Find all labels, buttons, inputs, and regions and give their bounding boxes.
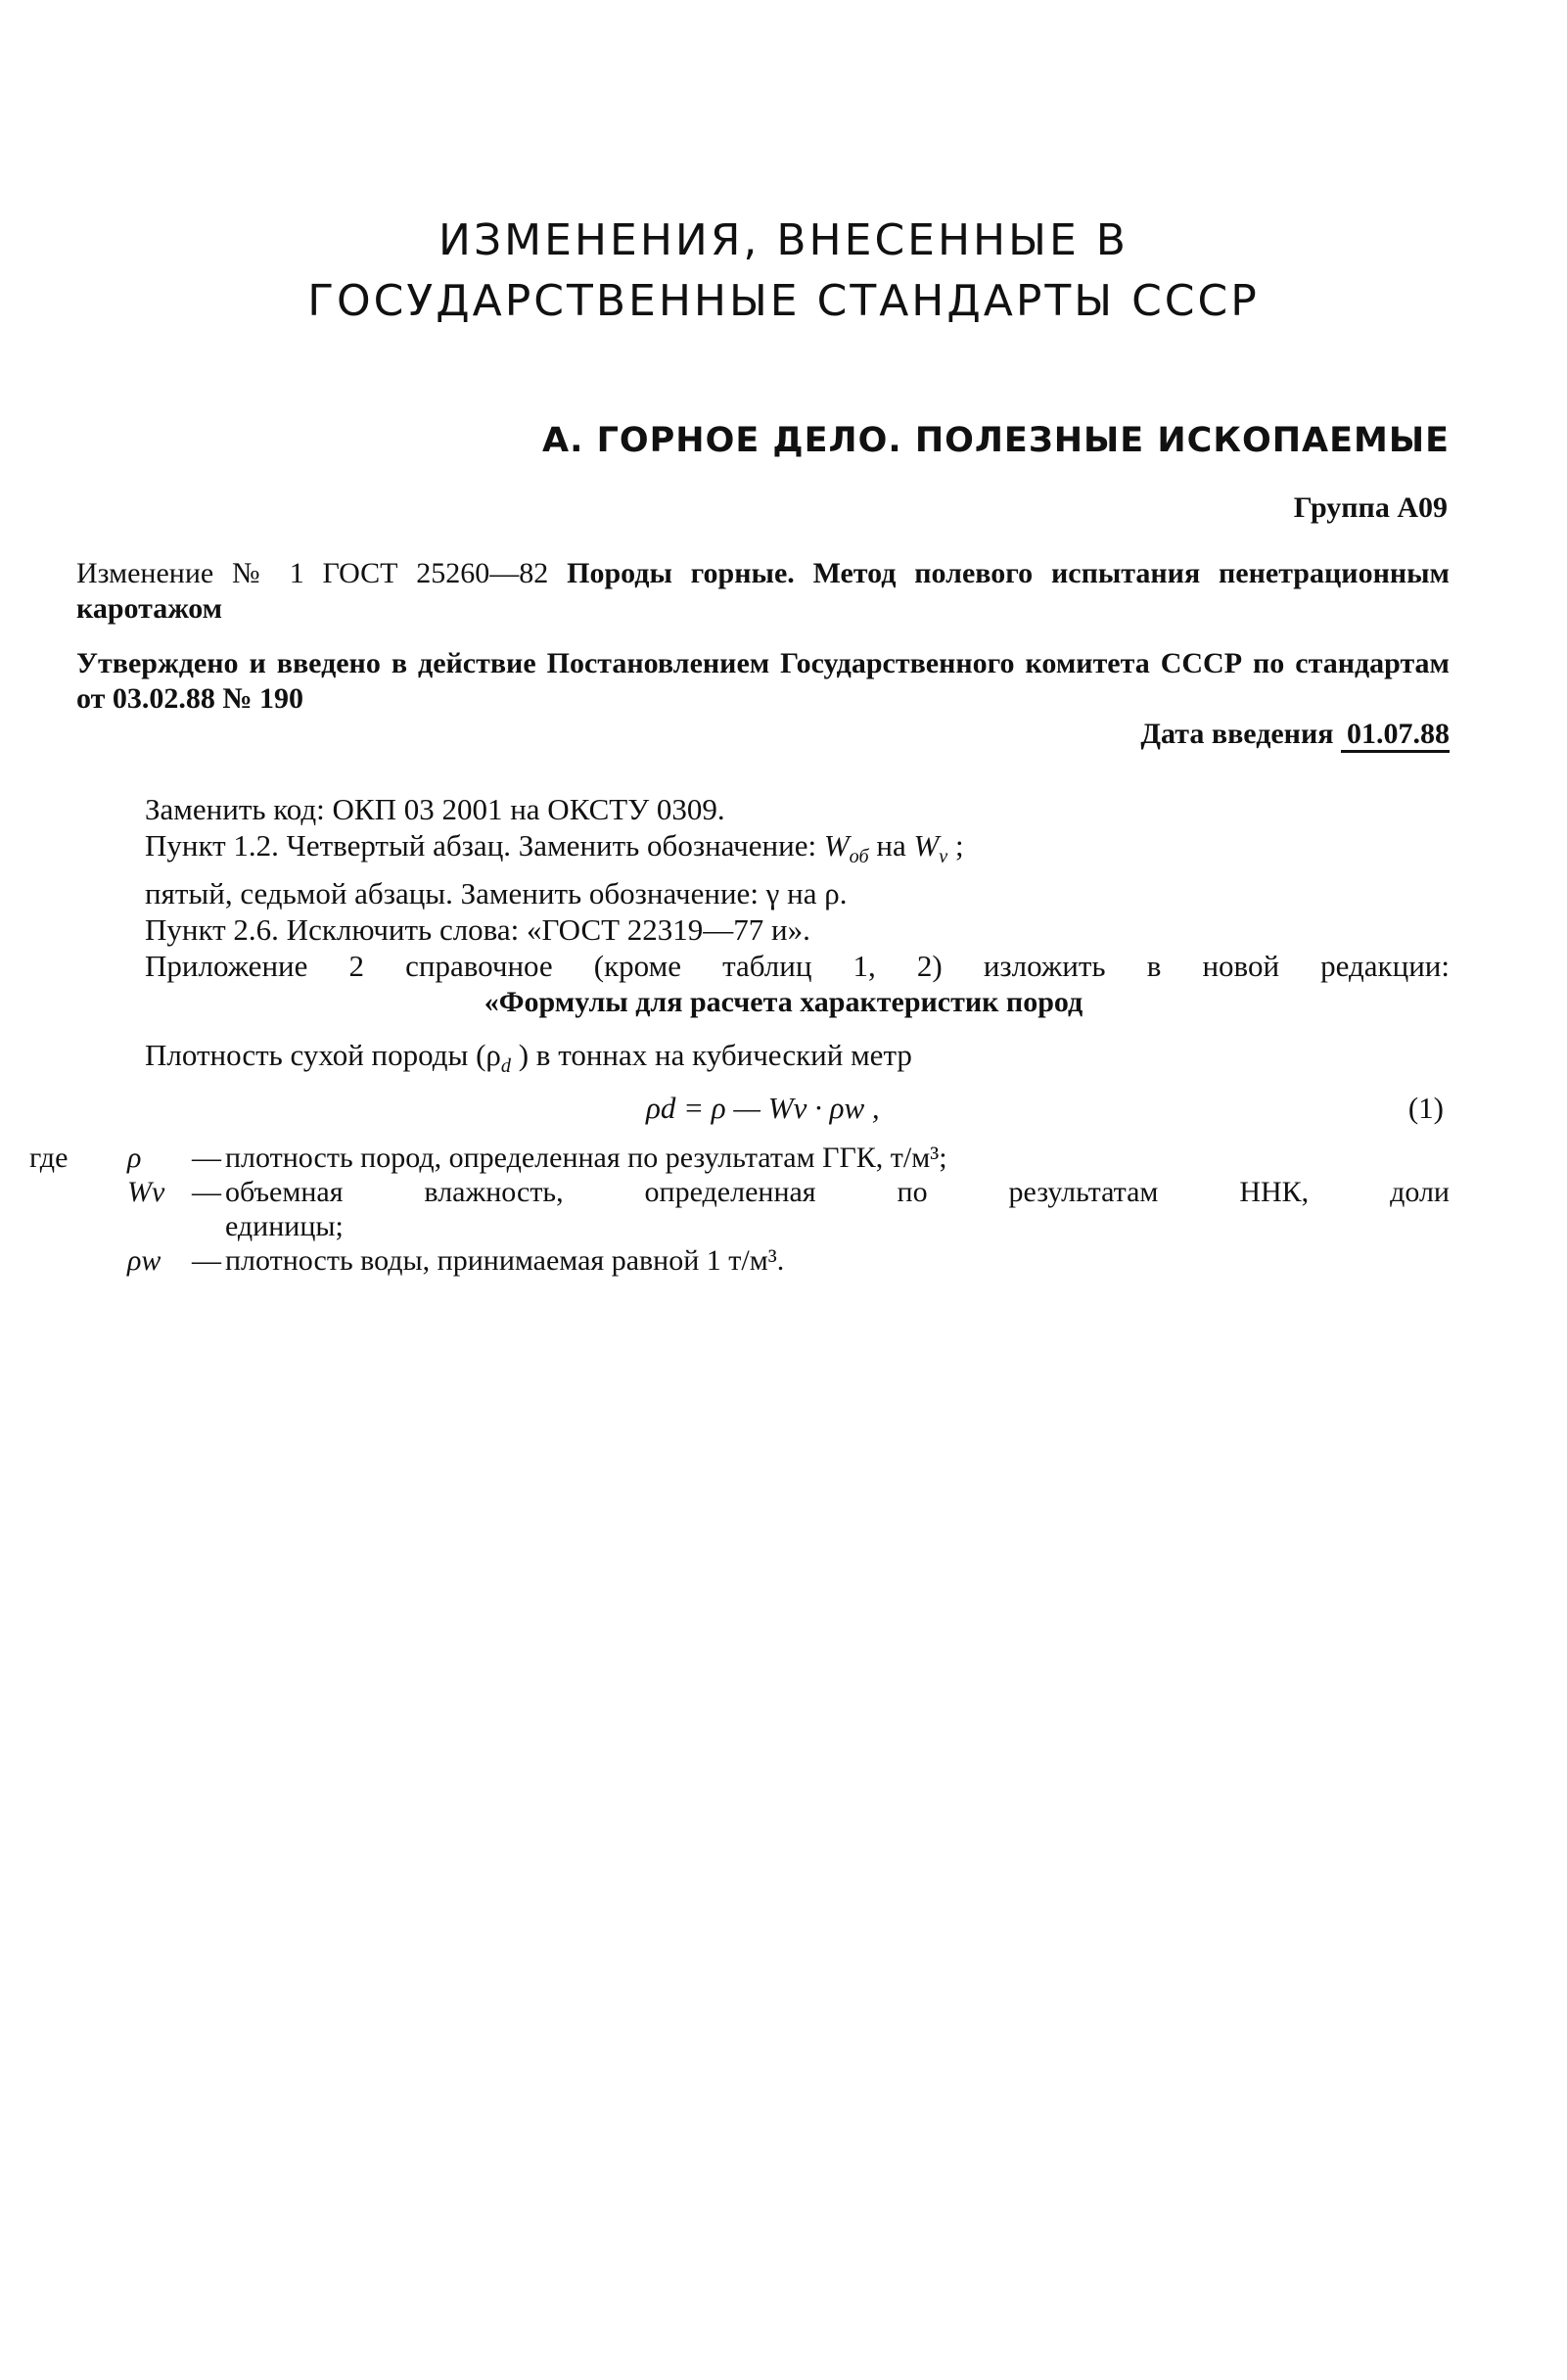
legend-where: где [29,1142,69,1174]
body-line: Пункт 1.2. Четвертый абзац. Заменить обозначение: $W_{об}$ на $W_v$ ; [145,828,964,868]
density-description: Плотность сухой породы ($\rho_d$ ) в тоннах на кубический метр [145,1038,912,1078]
title-line-2: ГОСУДАРСТВЕННЫЕ СТАНДАРТЫ СССР [307,276,1260,326]
symbol-w-v: $W_v$ [913,828,948,868]
change-prefix: Изменение № 1 ГОСТ 25260—82 [76,557,549,589]
formulas-heading: «Формулы для расчета характеристик пород [484,986,1083,1018]
amendment-body [145,791,1450,984]
page-title [0,210,1567,332]
symbol-w-ob: $W_{об}$ [823,828,869,868]
legend-dash: — [192,1142,221,1174]
legend-text: объемная влажность, определенная по результатам ННК, доли [225,1176,1450,1208]
body-line: Приложение 2 справочное (кроме таблиц 1, 2) изложить в новой редакции: [145,949,1450,984]
section-heading: А. ГОРНОЕ ДЕЛО. ПОЛЕЗНЫЕ ИСКОПАЕМЫЕ [542,421,1450,460]
legend-text-continued: единицы; [225,1210,344,1242]
change-title: Породы горные. Метод полевого испытания пенетрационным каротажом [76,557,1450,625]
legend-dash: — [192,1176,221,1208]
date-label: Дата введения [1140,718,1334,750]
formula-number: (1) [1407,1091,1444,1125]
body-line: Пункт 2.6. Исключить слова: «ГОСТ 22319—77 и». [145,912,810,948]
legend-symbol: Wv [127,1176,165,1208]
date-value: 01.07.88 [1341,718,1450,753]
legend-symbol: ρ [127,1142,142,1174]
title-line-1: ИЗМЕНЕНИЯ, ВНЕСЕННЫЕ В [438,215,1129,265]
legend-text: плотность воды, принимаемая равной 1 т/м³. [225,1244,785,1277]
density-formula: ρd = ρ — Wv · ρw , [646,1091,880,1125]
legend-symbol: ρw [127,1244,161,1277]
introduction-date [1140,718,1450,751]
legend-dash: — [192,1244,221,1277]
body-line: Заменить код: ОКП 03 2001 на ОКСТУ 0309. [145,792,725,826]
change-description [76,556,1450,627]
legend-text: плотность пород, определенная по результатам ГГК, т/м³; [225,1142,947,1174]
approval-statement: Утверждено и введено в действие Постановлением Государственного комитета СССР по стандартам от 03.02.88 № 190 [76,647,1450,715]
group-label: Группа А09 [1293,491,1448,524]
body-line: пятый, седьмой абзацы. Заменить обозначение: γ на ρ. [145,876,848,911]
